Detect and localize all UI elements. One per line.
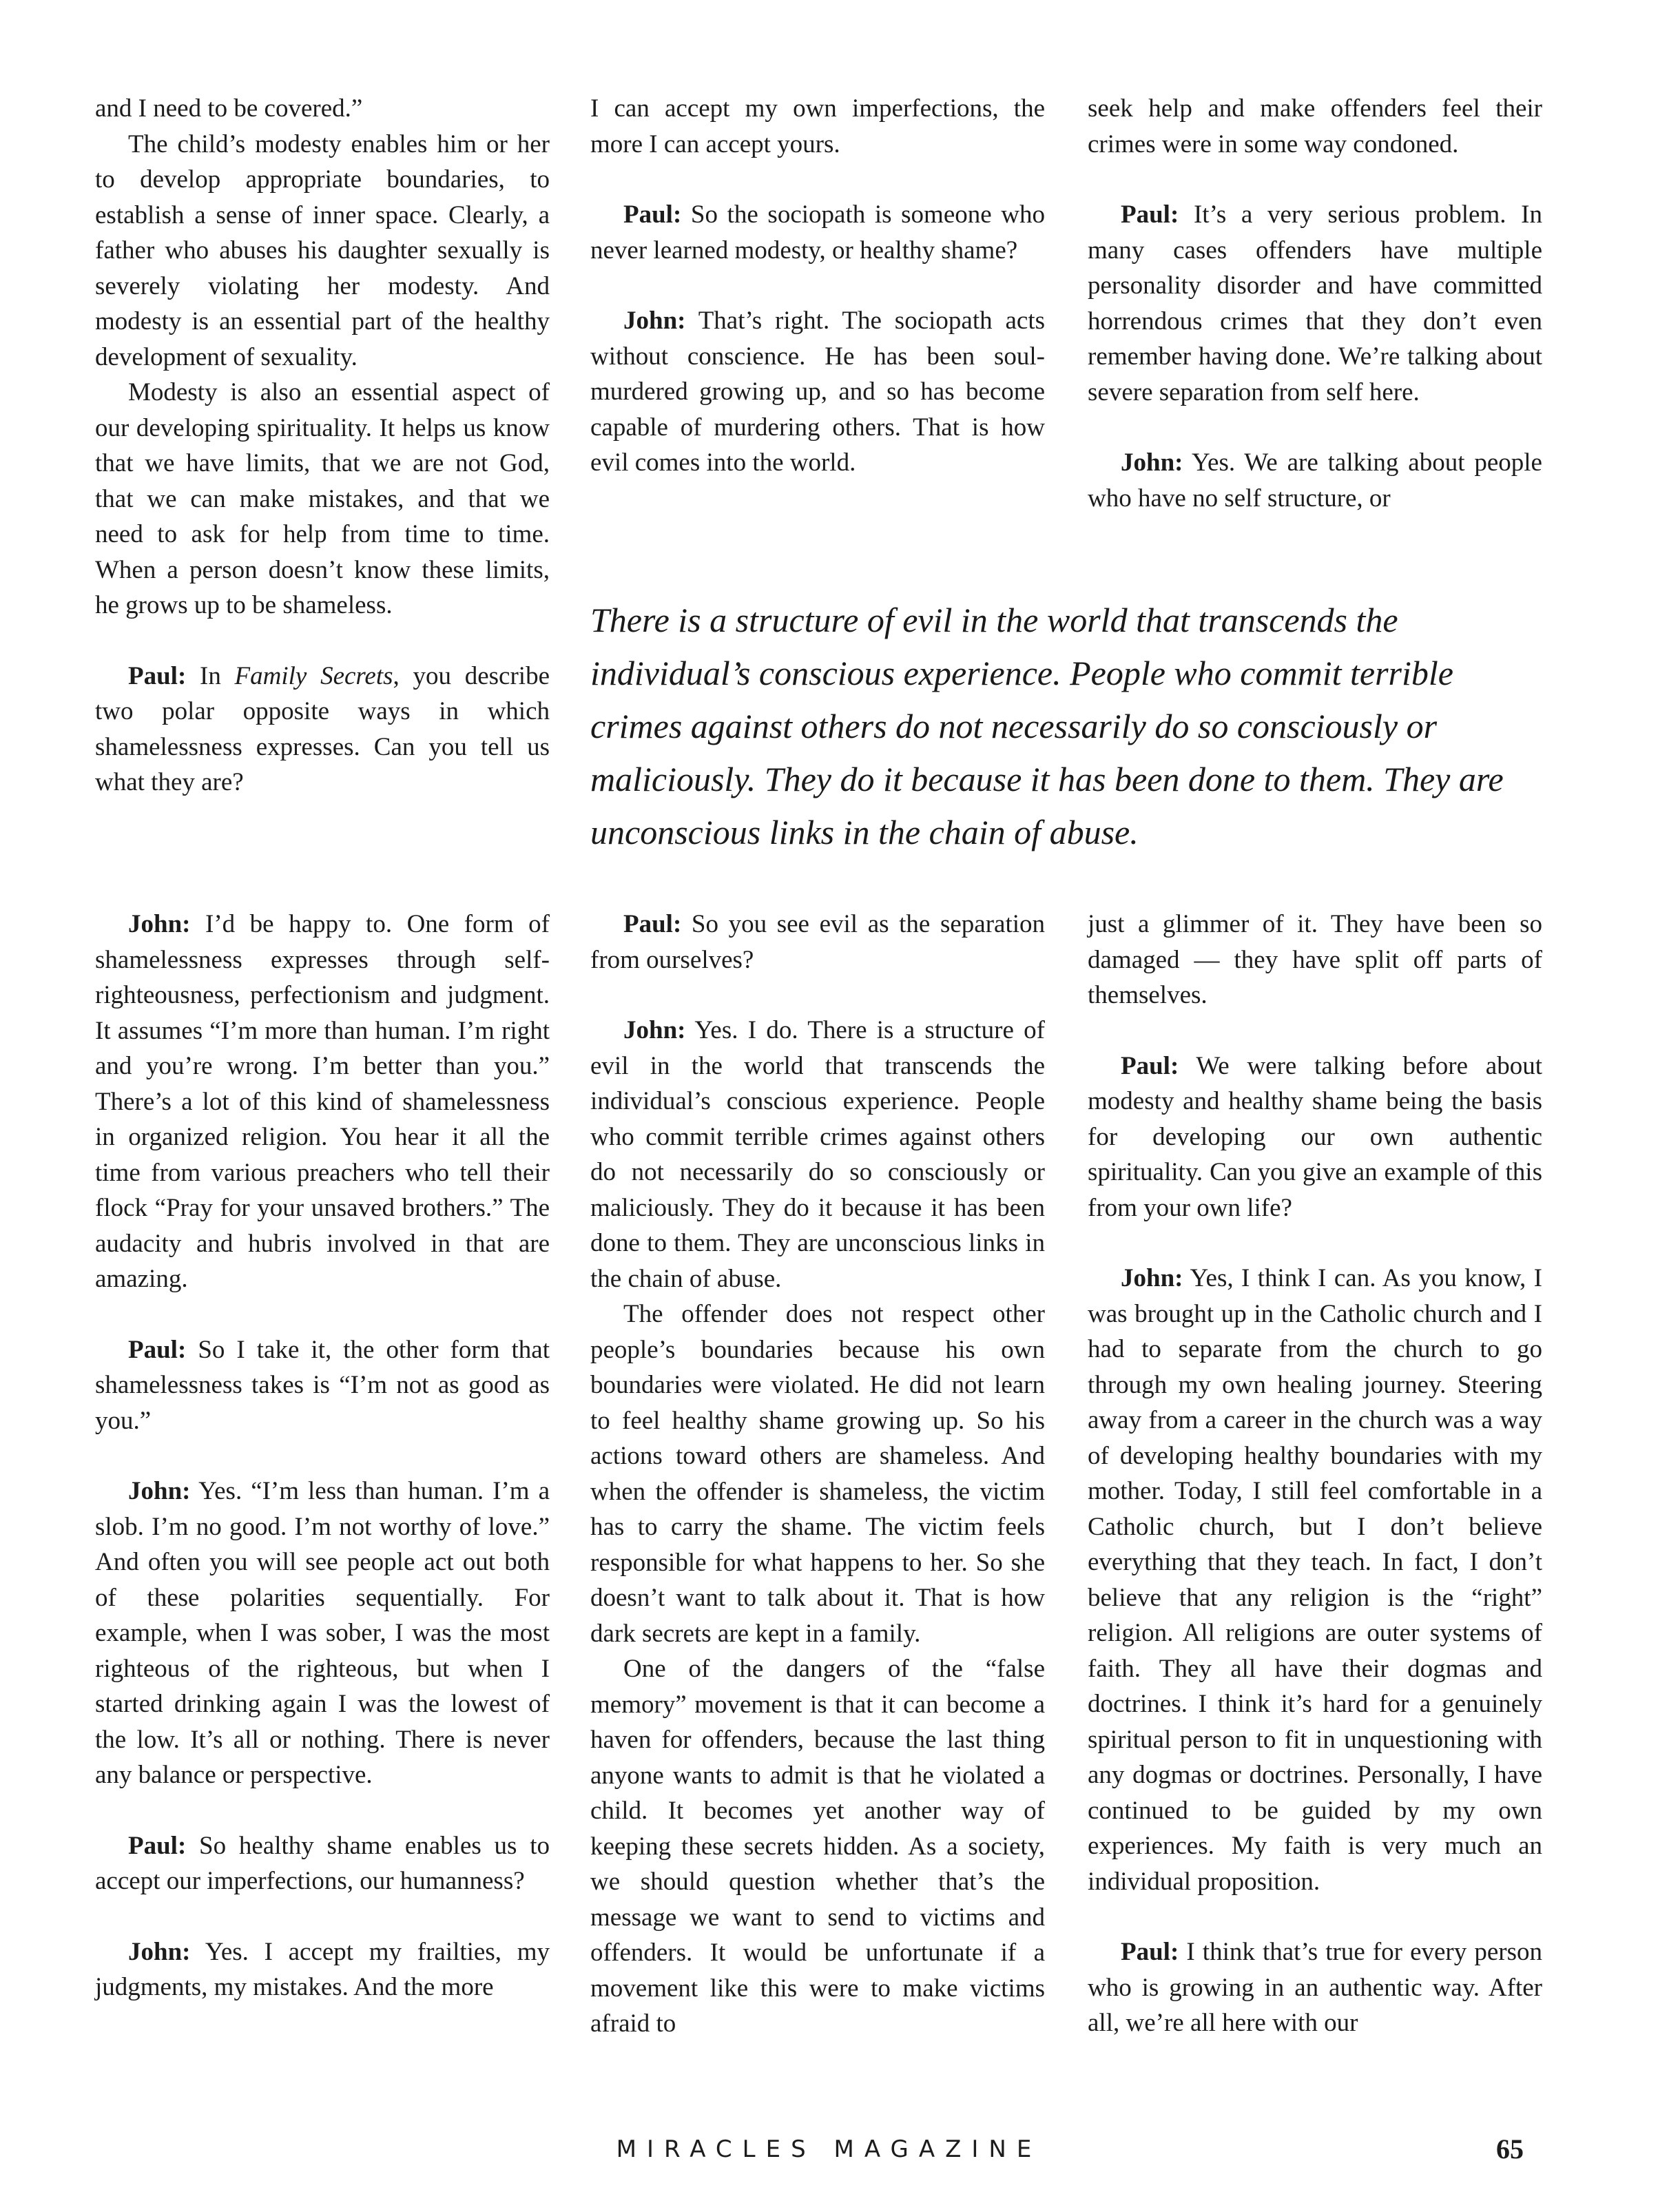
text-run: , you describe two polar opposite ways in which shamelessness expresses. Can you tell us what they are?	[95, 661, 550, 796]
speaker-paragraph	[1088, 445, 1542, 516]
text-run: That’s right. The sociopath acts without conscience. He has been soul-murdered growing up, and so has become capable of murdering others. That is how evil comes into the world.	[590, 307, 1045, 477]
speaker-label: John:	[1121, 448, 1183, 477]
text-run: Yes, I think I can. As you know, I was brought up in the Catholic church and I had to separate from the church to go through my own healing journey. Steering away from a career in the church was a way of developing healthy boundaries with my mother. Today, I still feel comfortable in a Catholic church, but I don’t believe everything that they teach. In fact, I don’t believe that any religion is the “right” religion. All religions are outer systems of faith. They all have their dogmas and doctrines. I think it’s hard for a genuinely spiritual person to fit in unquestioning with any dogmas or doctrines. Personally, I have continued to be guided by my own experiences. My faith is very much an individual proposition.	[1088, 1264, 1542, 1896]
text-run: So I take it, the other form that shamelessness takes is “I’m not as good as you.”	[95, 1335, 550, 1435]
paragraph	[590, 1296, 1045, 1651]
speaker-paragraph	[95, 1332, 550, 1439]
text-run: So the sociopath is someone who never learned modesty, or healthy shame?	[590, 200, 1045, 265]
paragraph	[95, 127, 550, 375]
text-run: I’d be happy to. One form of shamelessness expresses through self-righteousness, perfectionism and judgment. It assumes “I’m more than human. I’m right and you’re wrong. I’m better than you.” There’s a lot of this kind of shamelessness in organized religion. You hear it all the time from various preachers who tell their flock “Pray for your unsaved brothers.” The audacity and hubris involved in that are amazing.	[95, 910, 550, 1293]
paragraph	[1088, 907, 1542, 1013]
speaker-paragraph	[1088, 1934, 1542, 2041]
speaker-label: John:	[623, 307, 686, 335]
paragraph	[95, 91, 550, 127]
paragraph	[590, 1651, 1045, 2042]
text-run: It’s a very serious problem. In many cases offenders have multiple personality disorder and have committed horrendous crimes that they don’t even remember having done. We’re talking about severe separation from self here.	[1088, 200, 1542, 406]
text-run: The offender does not respect other people’s boundaries because his own boundaries were violated. He did not learn to feel healthy shame growing up. So his actions toward others are shameless. And when the offender is shameless, the victim has to carry the shame. The victim feels responsible for what happens to her. So she doesn’t want to talk about it. That is how dark secrets are kept in a family.	[590, 1300, 1045, 1648]
speaker-paragraph	[1088, 197, 1542, 410]
speaker-label: John:	[128, 1477, 191, 1505]
speaker-label: Paul:	[128, 661, 187, 690]
speaker-label: Paul:	[1121, 200, 1179, 229]
speaker-paragraph	[590, 907, 1045, 978]
speaker-label: Paul:	[623, 200, 682, 229]
speaker-paragraph	[1088, 1048, 1542, 1226]
paragraph	[590, 91, 1045, 162]
text-run: In	[200, 661, 235, 690]
text-run: just a glimmer of it. They have been so damaged — they have split off parts of themselves.	[1088, 910, 1542, 1009]
text-run: So healthy shame enables us to accept our imperfections, our humanness?	[95, 1831, 550, 1895]
pull-quote: There is a structure of evil in the world that transcends the individual’s conscious experience. People who commit terrible crimes against others do not necessarily do so consciously or maliciously. They do it because it has been done to them. They are unconscious links in the chain of abuse.	[590, 601, 1504, 851]
speaker-paragraph	[95, 907, 550, 1297]
text-run: I can accept my own imperfections, the more I can accept yours.	[590, 94, 1045, 158]
speaker-paragraph	[95, 1474, 550, 1793]
text-run: Modesty is also an essential aspect of our developing spirituality. It helps us know that we have limits, that we are not God, that we can make mistakes, and that we need to ask for help from time to time. When a person doesn’t know these limits, he grows up to be shameless.	[95, 378, 550, 619]
book-title: Family Secrets	[234, 661, 393, 690]
column-3-bottom	[1088, 907, 1542, 2041]
text-run: Yes. I accept my frailties, my judgments, my mistakes. And the more	[95, 1937, 550, 2001]
speaker-paragraph	[590, 197, 1045, 268]
text-run: We were talking before about modesty and healthy shame being the basis for developing our own authentic spirituality. Can you give an example of this from your own life?	[1088, 1051, 1542, 1222]
speaker-label: Paul:	[1121, 1938, 1179, 1966]
speaker-paragraph	[95, 1828, 550, 1899]
text-run: Yes. We are talking about people who have no self structure, or	[1088, 448, 1542, 513]
text-run: I think that’s true for every person who is growing in an authentic way. After all, we’re all here with our	[1088, 1938, 1542, 2037]
column-3-top	[1088, 91, 1542, 516]
speaker-paragraph	[95, 659, 550, 800]
speaker-label: Paul:	[128, 1335, 187, 1364]
page-number: 65	[1496, 2133, 1524, 2164]
text-run: The child’s modesty enables him or her to develop appropriate boundaries, to establish a sense of inner space. Clearly, a father who abuses his daughter sexually is severely violating her modesty. And modesty is an essential part of the healthy development of sexuality.	[95, 130, 550, 371]
speaker-label: Paul:	[128, 1831, 187, 1860]
speaker-paragraph	[590, 1013, 1045, 1296]
speaker-label: John:	[128, 1937, 191, 1966]
text-run: and I need to be covered.”	[95, 94, 363, 123]
column-2-top	[590, 91, 1045, 481]
speaker-label: Paul:	[1121, 1051, 1179, 1080]
speaker-paragraph	[1088, 1261, 1542, 1899]
text-run: One of the dangers of the “false memory” movement is that it can become a haven for offenders, because the last thing anyone wants to admit is that he violated a child. It becomes yet another way of keeping these secrets hidden. As a society, we should question whether that’s the message we want to send to victims and offenders. It would be unfortunate if a movement like this were to make victims afraid to	[590, 1655, 1045, 2038]
text-run: So you see evil as the separation from ourselves?	[590, 910, 1046, 974]
paragraph	[1088, 91, 1542, 162]
column-1-bottom	[95, 907, 550, 2005]
column-1-top	[95, 91, 550, 800]
speaker-label: John:	[128, 910, 191, 938]
speaker-label: John:	[623, 1016, 686, 1044]
speaker-label: John:	[1121, 1264, 1183, 1292]
speaker-paragraph	[95, 1934, 550, 2005]
magazine-name: MIRACLES MAGAZINE	[616, 2136, 1042, 2163]
column-2-bottom	[590, 907, 1045, 2042]
text-run: Yes. “I’m less than human. I’m a slob. I’m no good. I’m not worthy of love.” And often you will see people act out both of these polarities sequentially. For example, when I was sober, I was the most righteous of the righteous, but when I started drinking again I was the lowest of the low. It’s all or nothing. There is never any balance or perspective.	[95, 1477, 550, 1789]
text-run: seek help and make offenders feel their crimes were in some way condoned.	[1088, 94, 1542, 158]
speaker-label: Paul:	[623, 910, 682, 938]
text-run: Yes. I do. There is a structure of evil in the world that transcends the individual’s conscious experience. People who commit terrible crimes against others do not necessarily do so consciously or maliciously. They do it because it has been done to them. They are unconscious links in the chain of abuse.	[590, 1016, 1045, 1293]
paragraph	[95, 375, 550, 623]
speaker-paragraph	[590, 303, 1045, 481]
